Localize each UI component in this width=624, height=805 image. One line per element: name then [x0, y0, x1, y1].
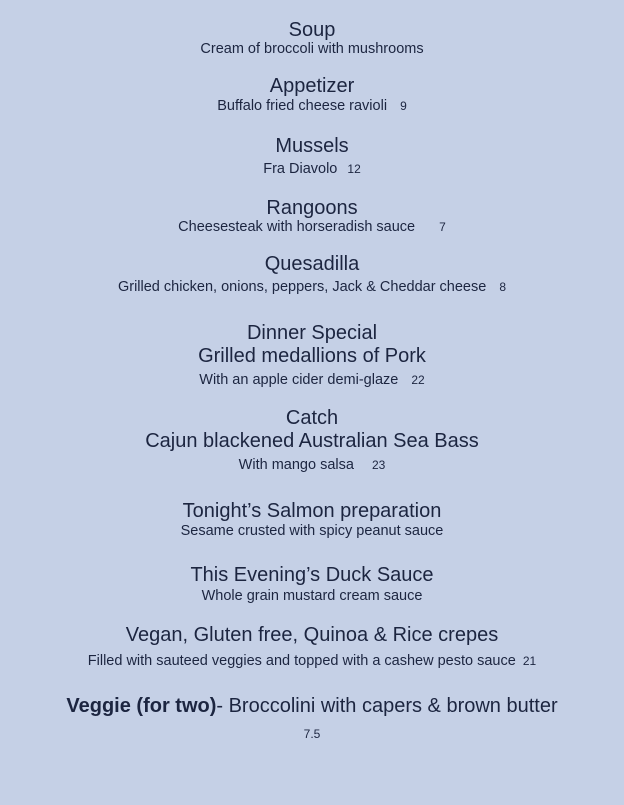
rangoons-title: Rangoons — [266, 197, 358, 219]
dinner-special-title: Dinner Special — [246, 322, 378, 344]
quesadilla-price: 8 — [499, 280, 507, 294]
quesadilla-description: Grilled chicken, onions, peppers, Jack & Cheddar cheese — [117, 279, 487, 295]
appetizer-title: Appetizer — [269, 75, 355, 97]
soup-title: Soup — [288, 19, 336, 41]
quesadilla-line — [0, 280, 624, 295]
appetizer-price: 9 — [400, 99, 407, 113]
crepes-price: 21 — [522, 654, 537, 668]
veggie-title-line — [0, 696, 624, 716]
salmon-description: Sesame crusted with spicy peanut sauce — [180, 523, 444, 539]
dinner-special-description: With an apple cider demi-glaze — [199, 372, 399, 388]
mussels-title: Mussels — [275, 135, 349, 157]
catch-line — [0, 458, 624, 473]
appetizer-line — [0, 99, 624, 114]
catch-title: Catch — [285, 407, 339, 429]
veggie-title: Veggie (for two) — [66, 695, 217, 717]
dinner-special-line — [0, 373, 624, 388]
mussels-price: 12 — [347, 162, 361, 176]
catch-price: 23 — [371, 458, 386, 472]
mussels-line — [0, 162, 624, 177]
duck-description: Whole grain mustard cream sauce — [201, 588, 423, 604]
catch-dish: Cajun blackened Australian Sea Bass — [145, 430, 479, 452]
rangoons-line — [0, 220, 624, 235]
dinner-special-dish: Grilled medallions of Pork — [198, 345, 426, 367]
crepes-description: Filled with sauteed veggies and topped with a cashew pesto sauce — [87, 653, 516, 669]
catch-description: With mango salsa — [238, 457, 354, 473]
crepes-title: Vegan, Gluten free, Quinoa & Rice crepes — [125, 624, 499, 646]
crepes-line — [0, 654, 624, 669]
rangoons-description: Cheesesteak with horseradish sauce — [178, 219, 416, 235]
dinner-special-price: 22 — [411, 373, 425, 387]
soup-description: Cream of broccoli with mushrooms — [200, 41, 424, 57]
rangoons-price: 7 — [439, 220, 446, 234]
duck-title: This Evening’s Duck Sauce — [190, 564, 434, 586]
mussels-description: Fra Diavolo — [263, 161, 338, 177]
quesadilla-title: Quesadilla — [264, 253, 360, 275]
appetizer-description: Buffalo fried cheese ravioli — [217, 98, 388, 114]
salmon-title: Tonight’s Salmon preparation — [182, 500, 442, 522]
veggie-price: 7.5 — [303, 727, 321, 741]
veggie-description: - Broccolini with capers & brown butter — [216, 695, 558, 717]
